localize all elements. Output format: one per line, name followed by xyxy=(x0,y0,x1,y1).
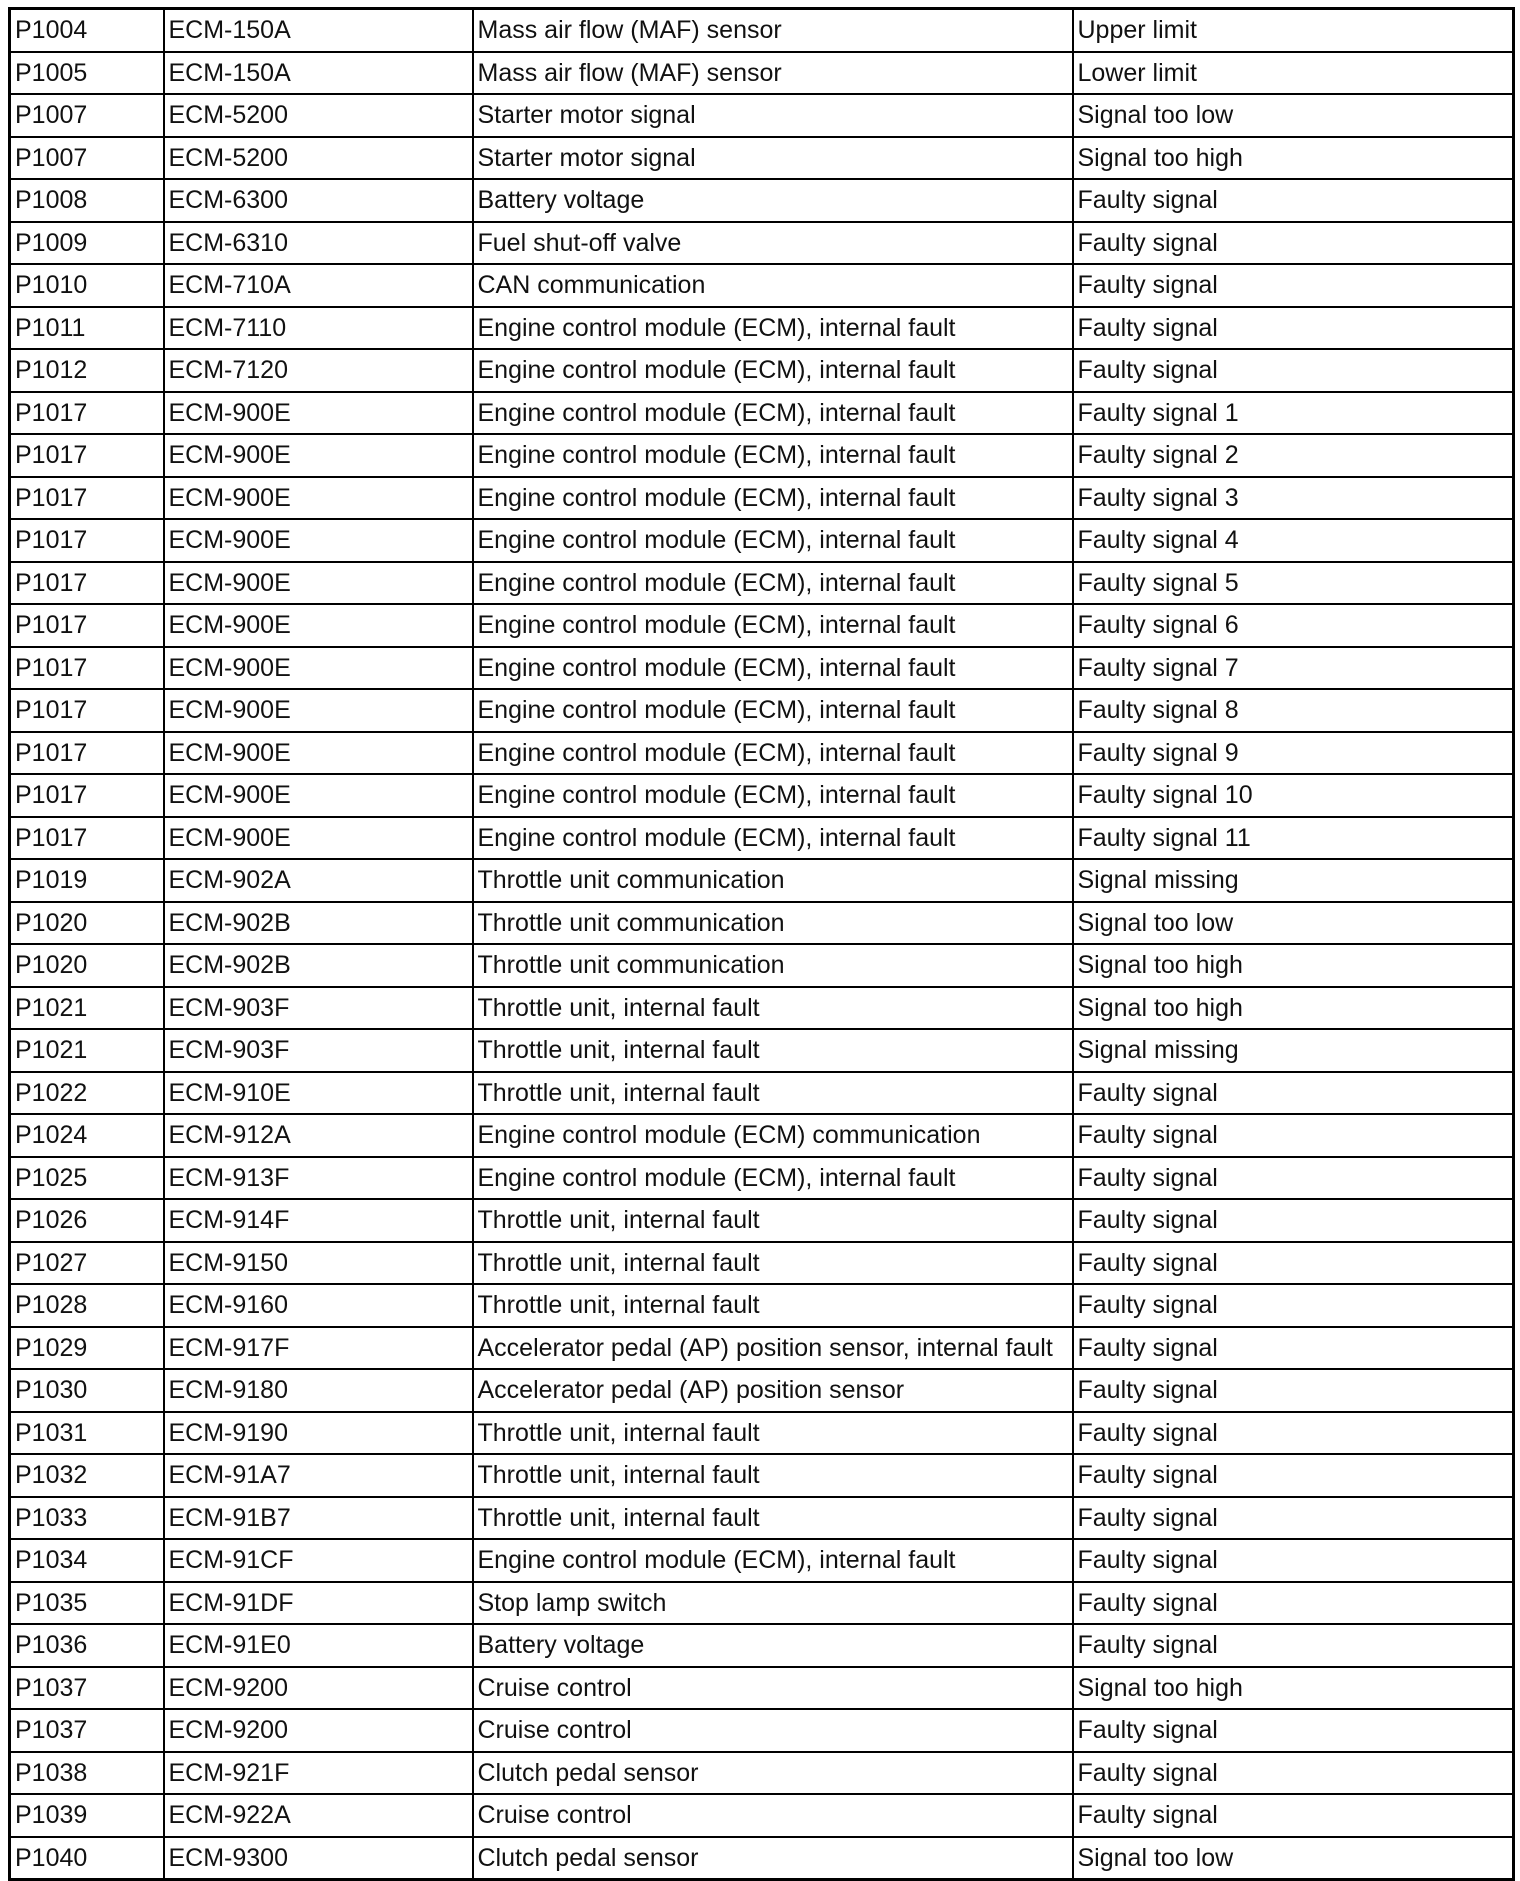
fault-status-cell: Faulty signal 4 xyxy=(1073,519,1514,562)
table-row xyxy=(10,1752,1514,1795)
dtc-code-cell: P1009 xyxy=(10,222,164,265)
table-row xyxy=(10,52,1514,95)
component-description-cell: Engine control module (ECM), internal fault xyxy=(473,477,1073,520)
fault-status-cell: Signal too low xyxy=(1073,1837,1514,1880)
component-description-cell: Engine control module (ECM), internal fault xyxy=(473,434,1073,477)
table-row xyxy=(10,94,1514,137)
ecm-code-cell: ECM-900E xyxy=(164,434,473,477)
ecm-code-cell: ECM-912A xyxy=(164,1114,473,1157)
fault-status-cell: Faulty signal xyxy=(1073,1624,1514,1667)
fault-status-cell: Signal too low xyxy=(1073,902,1514,945)
dtc-code-cell: P1037 xyxy=(10,1667,164,1710)
component-description-cell: Engine control module (ECM), internal fault xyxy=(473,519,1073,562)
table-row xyxy=(10,1284,1514,1327)
fault-status-cell: Faulty signal xyxy=(1073,1412,1514,1455)
fault-status-cell: Faulty signal 2 xyxy=(1073,434,1514,477)
fault-status-cell: Faulty signal xyxy=(1073,1242,1514,1285)
table-row xyxy=(10,689,1514,732)
fault-status-cell: Signal too high xyxy=(1073,944,1514,987)
dtc-code-cell: P1028 xyxy=(10,1284,164,1327)
dtc-code-cell: P1017 xyxy=(10,817,164,860)
fault-status-cell: Faulty signal 3 xyxy=(1073,477,1514,520)
dtc-code-cell: P1021 xyxy=(10,1029,164,1072)
ecm-code-cell: ECM-91DF xyxy=(164,1582,473,1625)
dtc-table-body xyxy=(10,9,1514,1880)
component-description-cell: Throttle unit, internal fault xyxy=(473,1497,1073,1540)
fault-status-cell: Faulty signal xyxy=(1073,1497,1514,1540)
table-row xyxy=(10,1709,1514,1752)
fault-status-cell: Faulty signal xyxy=(1073,222,1514,265)
dtc-code-cell: P1032 xyxy=(10,1454,164,1497)
dtc-code-cell: P1038 xyxy=(10,1752,164,1795)
component-description-cell: Throttle unit communication xyxy=(473,859,1073,902)
table-row xyxy=(10,944,1514,987)
component-description-cell: Accelerator pedal (AP) position sensor, internal fault xyxy=(473,1327,1073,1370)
dtc-code-cell: P1017 xyxy=(10,774,164,817)
ecm-code-cell: ECM-9200 xyxy=(164,1667,473,1710)
table-row xyxy=(10,1412,1514,1455)
ecm-code-cell: ECM-910E xyxy=(164,1072,473,1115)
ecm-code-cell: ECM-900E xyxy=(164,604,473,647)
ecm-code-cell: ECM-9200 xyxy=(164,1709,473,1752)
table-row xyxy=(10,137,1514,180)
dtc-code-cell: P1022 xyxy=(10,1072,164,1115)
dtc-code-cell: P1017 xyxy=(10,647,164,690)
table-row xyxy=(10,817,1514,860)
fault-status-cell: Signal missing xyxy=(1073,1029,1514,1072)
component-description-cell: Accelerator pedal (AP) position sensor xyxy=(473,1369,1073,1412)
dtc-code-cell: P1029 xyxy=(10,1327,164,1370)
ecm-code-cell: ECM-900E xyxy=(164,774,473,817)
ecm-code-cell: ECM-900E xyxy=(164,562,473,605)
table-row xyxy=(10,392,1514,435)
table-row xyxy=(10,222,1514,265)
fault-status-cell: Faulty signal xyxy=(1073,1709,1514,1752)
table-row xyxy=(10,1072,1514,1115)
table-row xyxy=(10,1029,1514,1072)
ecm-code-cell: ECM-900E xyxy=(164,477,473,520)
fault-status-cell: Faulty signal xyxy=(1073,1454,1514,1497)
table-row xyxy=(10,1199,1514,1242)
component-description-cell: Engine control module (ECM), internal fault xyxy=(473,562,1073,605)
component-description-cell: Mass air flow (MAF) sensor xyxy=(473,9,1073,52)
table-row xyxy=(10,264,1514,307)
table-row xyxy=(10,1114,1514,1157)
component-description-cell: Fuel shut-off valve xyxy=(473,222,1073,265)
dtc-code-cell: P1017 xyxy=(10,562,164,605)
component-description-cell: Throttle unit, internal fault xyxy=(473,987,1073,1030)
component-description-cell: Engine control module (ECM), internal fault xyxy=(473,307,1073,350)
fault-status-cell: Faulty signal xyxy=(1073,349,1514,392)
table-row xyxy=(10,562,1514,605)
component-description-cell: Engine control module (ECM), internal fault xyxy=(473,817,1073,860)
fault-status-cell: Faulty signal xyxy=(1073,1072,1514,1115)
table-row xyxy=(10,859,1514,902)
dtc-code-cell: P1017 xyxy=(10,519,164,562)
component-description-cell: Engine control module (ECM), internal fault xyxy=(473,349,1073,392)
table-row xyxy=(10,774,1514,817)
dtc-code-cell: P1007 xyxy=(10,94,164,137)
dtc-code-cell: P1024 xyxy=(10,1114,164,1157)
dtc-code-cell: P1005 xyxy=(10,52,164,95)
table-row xyxy=(10,647,1514,690)
dtc-code-cell: P1025 xyxy=(10,1157,164,1200)
dtc-code-cell: P1021 xyxy=(10,987,164,1030)
fault-status-cell: Signal too high xyxy=(1073,987,1514,1030)
ecm-code-cell: ECM-922A xyxy=(164,1794,473,1837)
fault-status-cell: Faulty signal 11 xyxy=(1073,817,1514,860)
table-row xyxy=(10,179,1514,222)
table-row xyxy=(10,987,1514,1030)
fault-status-cell: Signal too low xyxy=(1073,94,1514,137)
fault-status-cell: Faulty signal 8 xyxy=(1073,689,1514,732)
ecm-code-cell: ECM-900E xyxy=(164,817,473,860)
dtc-code-cell: P1011 xyxy=(10,307,164,350)
table-row xyxy=(10,1539,1514,1582)
component-description-cell: Engine control module (ECM), internal fault xyxy=(473,392,1073,435)
dtc-code-cell: P1017 xyxy=(10,732,164,775)
table-row xyxy=(10,604,1514,647)
table-row xyxy=(10,732,1514,775)
ecm-code-cell: ECM-917F xyxy=(164,1327,473,1370)
table-row xyxy=(10,519,1514,562)
ecm-code-cell: ECM-150A xyxy=(164,9,473,52)
dtc-code-cell: P1010 xyxy=(10,264,164,307)
component-description-cell: Engine control module (ECM), internal fault xyxy=(473,604,1073,647)
ecm-code-cell: ECM-91A7 xyxy=(164,1454,473,1497)
dtc-code-cell: P1040 xyxy=(10,1837,164,1880)
table-row xyxy=(10,1624,1514,1667)
dtc-code-cell: P1012 xyxy=(10,349,164,392)
component-description-cell: Engine control module (ECM) communication xyxy=(473,1114,1073,1157)
fault-status-cell: Faulty signal 5 xyxy=(1073,562,1514,605)
component-description-cell: Battery voltage xyxy=(473,1624,1073,1667)
dtc-code-cell: P1017 xyxy=(10,434,164,477)
ecm-code-cell: ECM-900E xyxy=(164,689,473,732)
fault-status-cell: Faulty signal xyxy=(1073,1752,1514,1795)
fault-status-cell: Lower limit xyxy=(1073,52,1514,95)
ecm-code-cell: ECM-903F xyxy=(164,1029,473,1072)
fault-status-cell: Faulty signal xyxy=(1073,1582,1514,1625)
ecm-code-cell: ECM-900E xyxy=(164,647,473,690)
ecm-code-cell: ECM-6300 xyxy=(164,179,473,222)
dtc-code-cell: P1030 xyxy=(10,1369,164,1412)
fault-status-cell: Faulty signal 6 xyxy=(1073,604,1514,647)
table-row xyxy=(10,1667,1514,1710)
table-row xyxy=(10,1582,1514,1625)
dtc-code-cell: P1017 xyxy=(10,604,164,647)
ecm-code-cell: ECM-5200 xyxy=(164,94,473,137)
fault-status-cell: Faulty signal xyxy=(1073,1157,1514,1200)
component-description-cell: Cruise control xyxy=(473,1709,1073,1752)
component-description-cell: Throttle unit, internal fault xyxy=(473,1284,1073,1327)
fault-status-cell: Faulty signal xyxy=(1073,1114,1514,1157)
ecm-code-cell: ECM-710A xyxy=(164,264,473,307)
fault-status-cell: Faulty signal 10 xyxy=(1073,774,1514,817)
ecm-code-cell: ECM-913F xyxy=(164,1157,473,1200)
component-description-cell: Throttle unit, internal fault xyxy=(473,1029,1073,1072)
table-row xyxy=(10,434,1514,477)
ecm-code-cell: ECM-9160 xyxy=(164,1284,473,1327)
dtc-code-cell: P1017 xyxy=(10,392,164,435)
dtc-code-cell: P1019 xyxy=(10,859,164,902)
component-description-cell: Throttle unit, internal fault xyxy=(473,1454,1073,1497)
table-row xyxy=(10,1794,1514,1837)
component-description-cell: Cruise control xyxy=(473,1794,1073,1837)
component-description-cell: Throttle unit communication xyxy=(473,944,1073,987)
component-description-cell: CAN communication xyxy=(473,264,1073,307)
ecm-code-cell: ECM-902A xyxy=(164,859,473,902)
component-description-cell: Engine control module (ECM), internal fault xyxy=(473,732,1073,775)
fault-status-cell: Upper limit xyxy=(1073,9,1514,52)
component-description-cell: Clutch pedal sensor xyxy=(473,1752,1073,1795)
ecm-code-cell: ECM-902B xyxy=(164,902,473,945)
fault-status-cell: Faulty signal xyxy=(1073,1327,1514,1370)
ecm-code-cell: ECM-150A xyxy=(164,52,473,95)
fault-status-cell: Faulty signal xyxy=(1073,1284,1514,1327)
table-row xyxy=(10,1327,1514,1370)
fault-status-cell: Faulty signal xyxy=(1073,1539,1514,1582)
dtc-code-cell: P1020 xyxy=(10,902,164,945)
component-description-cell: Starter motor signal xyxy=(473,94,1073,137)
dtc-code-cell: P1033 xyxy=(10,1497,164,1540)
table-row xyxy=(10,349,1514,392)
dtc-code-cell: P1039 xyxy=(10,1794,164,1837)
table-row xyxy=(10,307,1514,350)
component-description-cell: Mass air flow (MAF) sensor xyxy=(473,52,1073,95)
component-description-cell: Throttle unit communication xyxy=(473,902,1073,945)
component-description-cell: Engine control module (ECM), internal fault xyxy=(473,689,1073,732)
ecm-code-cell: ECM-9300 xyxy=(164,1837,473,1880)
ecm-code-cell: ECM-7120 xyxy=(164,349,473,392)
table-row xyxy=(10,1454,1514,1497)
component-description-cell: Cruise control xyxy=(473,1667,1073,1710)
fault-status-cell: Faulty signal xyxy=(1073,1199,1514,1242)
dtc-code-cell: P1034 xyxy=(10,1539,164,1582)
dtc-code-cell: P1035 xyxy=(10,1582,164,1625)
dtc-code-cell: P1017 xyxy=(10,477,164,520)
ecm-code-cell: ECM-9150 xyxy=(164,1242,473,1285)
fault-status-cell: Faulty signal xyxy=(1073,179,1514,222)
dtc-code-cell: P1004 xyxy=(10,9,164,52)
fault-status-cell: Faulty signal 1 xyxy=(1073,392,1514,435)
dtc-code-cell: P1017 xyxy=(10,689,164,732)
ecm-code-cell: ECM-900E xyxy=(164,732,473,775)
fault-status-cell: Faulty signal xyxy=(1073,307,1514,350)
dtc-code-cell: P1036 xyxy=(10,1624,164,1667)
component-description-cell: Throttle unit, internal fault xyxy=(473,1072,1073,1115)
table-row xyxy=(10,477,1514,520)
fault-status-cell: Faulty signal xyxy=(1073,1369,1514,1412)
ecm-code-cell: ECM-5200 xyxy=(164,137,473,180)
dtc-code-cell: P1027 xyxy=(10,1242,164,1285)
ecm-code-cell: ECM-902B xyxy=(164,944,473,987)
table-row xyxy=(10,1369,1514,1412)
fault-status-cell: Faulty signal 7 xyxy=(1073,647,1514,690)
table-row xyxy=(10,1242,1514,1285)
ecm-code-cell: ECM-921F xyxy=(164,1752,473,1795)
fault-status-cell: Faulty signal xyxy=(1073,264,1514,307)
component-description-cell: Throttle unit, internal fault xyxy=(473,1199,1073,1242)
ecm-code-cell: ECM-9180 xyxy=(164,1369,473,1412)
component-description-cell: Battery voltage xyxy=(473,179,1073,222)
table-row xyxy=(10,1157,1514,1200)
ecm-code-cell: ECM-903F xyxy=(164,987,473,1030)
dtc-code-cell: P1031 xyxy=(10,1412,164,1455)
table-row xyxy=(10,1497,1514,1540)
fault-status-cell: Signal too high xyxy=(1073,137,1514,180)
component-description-cell: Clutch pedal sensor xyxy=(473,1837,1073,1880)
ecm-code-cell: ECM-91CF xyxy=(164,1539,473,1582)
fault-status-cell: Signal missing xyxy=(1073,859,1514,902)
ecm-code-cell: ECM-7110 xyxy=(164,307,473,350)
component-description-cell: Throttle unit, internal fault xyxy=(473,1242,1073,1285)
component-description-cell: Engine control module (ECM), internal fault xyxy=(473,1157,1073,1200)
dtc-code-cell: P1037 xyxy=(10,1709,164,1752)
fault-status-cell: Signal too high xyxy=(1073,1667,1514,1710)
ecm-code-cell: ECM-9190 xyxy=(164,1412,473,1455)
dtc-code-cell: P1020 xyxy=(10,944,164,987)
ecm-code-cell: ECM-6310 xyxy=(164,222,473,265)
dtc-table xyxy=(8,7,1515,1881)
table-row xyxy=(10,902,1514,945)
component-description-cell: Stop lamp switch xyxy=(473,1582,1073,1625)
component-description-cell: Starter motor signal xyxy=(473,137,1073,180)
dtc-code-cell: P1008 xyxy=(10,179,164,222)
dtc-code-cell: P1026 xyxy=(10,1199,164,1242)
ecm-code-cell: ECM-91E0 xyxy=(164,1624,473,1667)
ecm-code-cell: ECM-900E xyxy=(164,392,473,435)
table-row xyxy=(10,9,1514,52)
dtc-code-cell: P1007 xyxy=(10,137,164,180)
component-description-cell: Engine control module (ECM), internal fault xyxy=(473,774,1073,817)
component-description-cell: Engine control module (ECM), internal fault xyxy=(473,1539,1073,1582)
fault-status-cell: Faulty signal xyxy=(1073,1794,1514,1837)
fault-status-cell: Faulty signal 9 xyxy=(1073,732,1514,775)
table-row xyxy=(10,1837,1514,1880)
ecm-code-cell: ECM-900E xyxy=(164,519,473,562)
component-description-cell: Engine control module (ECM), internal fault xyxy=(473,647,1073,690)
ecm-code-cell: ECM-914F xyxy=(164,1199,473,1242)
component-description-cell: Throttle unit, internal fault xyxy=(473,1412,1073,1455)
ecm-code-cell: ECM-91B7 xyxy=(164,1497,473,1540)
